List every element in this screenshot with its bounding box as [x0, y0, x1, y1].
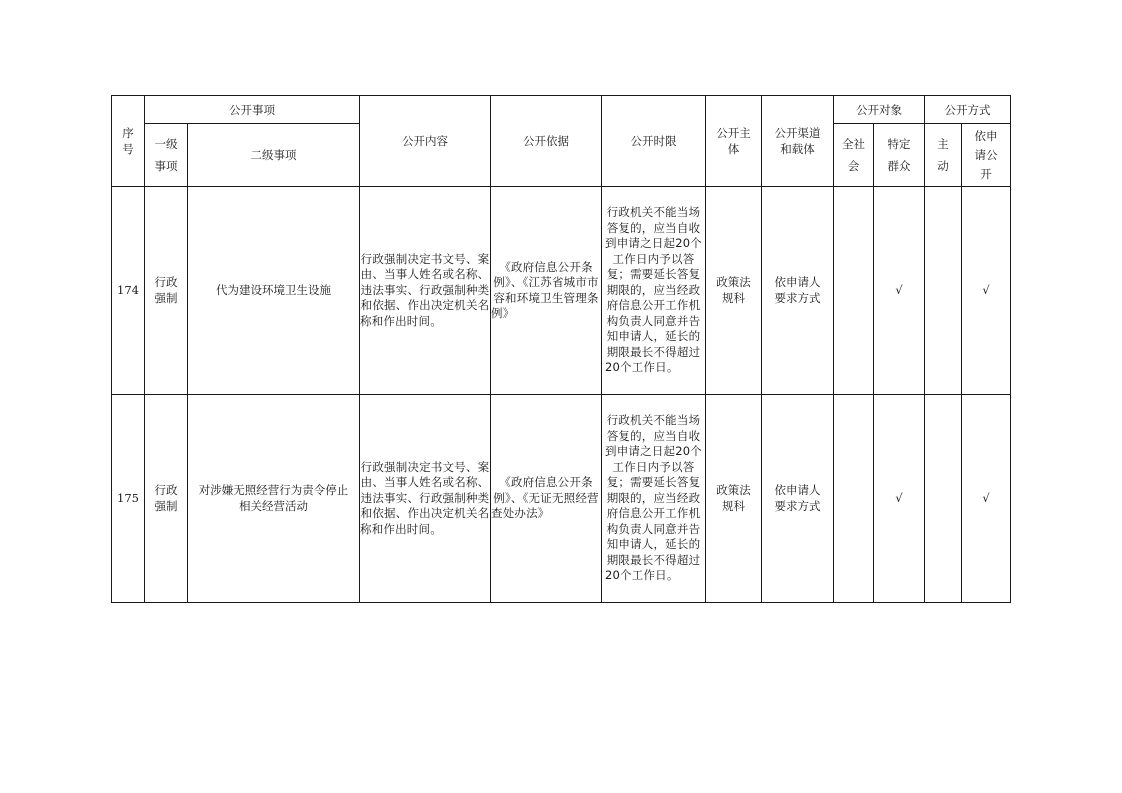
row-target-all: [834, 187, 874, 395]
header-basis: 公开依据: [491, 96, 602, 187]
header-target-specific: 特定群众: [874, 124, 925, 187]
row-target-specific: √: [874, 187, 925, 395]
row-subject: 政策法规科: [706, 187, 762, 395]
header-method-request: 依申请公开: [962, 124, 1011, 187]
row-channel: 依申请人要求方式: [762, 187, 834, 395]
row-time-limit: 行政机关不能当场答复的，应当自收到申请之日起20个工作日内予以答复；需要延长答复期限的，应当经政府信息公开工作机构负责人同意并告知申请人，延长的期限最长不得超过20个工作日。: [602, 187, 706, 395]
row-method-active: [925, 395, 962, 603]
row-method-active: [925, 187, 962, 395]
row-channel: 依申请人要求方式: [762, 395, 834, 603]
row-level1: 行政强制: [145, 187, 188, 395]
row-level1: 行政强制: [145, 395, 188, 603]
row-seq: 175: [112, 395, 145, 603]
row-seq: 174: [112, 187, 145, 395]
header-level2: 二级事项: [188, 124, 360, 187]
row-time-limit: 行政机关不能当场答复的，应当自收到申请之日起20个工作日内予以答复；需要延长答复期限的，应当经政府信息公开工作机构负责人同意并告知申请人，延长的期限最长不得超过20个工作日。: [602, 395, 706, 603]
header-seq: 序号: [112, 96, 145, 187]
row-target-specific: √: [874, 395, 925, 603]
disclosure-table: [111, 95, 1011, 603]
header-row-top: [112, 96, 1011, 124]
header-target-group: 公开对象: [834, 96, 925, 124]
header-level1: 一级事项: [145, 124, 188, 187]
row-content: 行政强制决定书文号、案由、当事人姓名或名称、违法事实、行政强制种类和依据、作出决定机关名称和作出时间。: [360, 395, 491, 603]
header-time-limit: 公开时限: [602, 96, 706, 187]
row-subject: 政策法规科: [706, 395, 762, 603]
table-row: [112, 187, 1011, 395]
row-basis: 《政府信息公开条例》、《江苏省城市市容和环境卫生管理条例》: [491, 187, 602, 395]
row-target-all: [834, 395, 874, 603]
row-method-request: √: [962, 395, 1011, 603]
header-method-group: 公开方式: [925, 96, 1011, 124]
header-content: 公开内容: [360, 96, 491, 187]
row-content: 行政强制决定书文号、案由、当事人姓名或名称、违法事实、行政强制种类和依据、作出决定机关名称和作出时间。: [360, 187, 491, 395]
header-channel: 公开渠道和载体: [762, 96, 834, 187]
header-target-all: 全社会: [834, 124, 874, 187]
header-method-active: 主动: [925, 124, 962, 187]
header-matter-group: 公开事项: [145, 96, 360, 124]
table-row: [112, 395, 1011, 603]
row-level2: 代为建设环境卫生设施: [188, 187, 360, 395]
row-basis: 《政府信息公开条例》、《无证无照经营查处办法》: [491, 395, 602, 603]
row-method-request: √: [962, 187, 1011, 395]
header-subject: 公开主体: [706, 96, 762, 187]
row-level2: 对涉嫌无照经营行为责令停止相关经营活动: [188, 395, 360, 603]
